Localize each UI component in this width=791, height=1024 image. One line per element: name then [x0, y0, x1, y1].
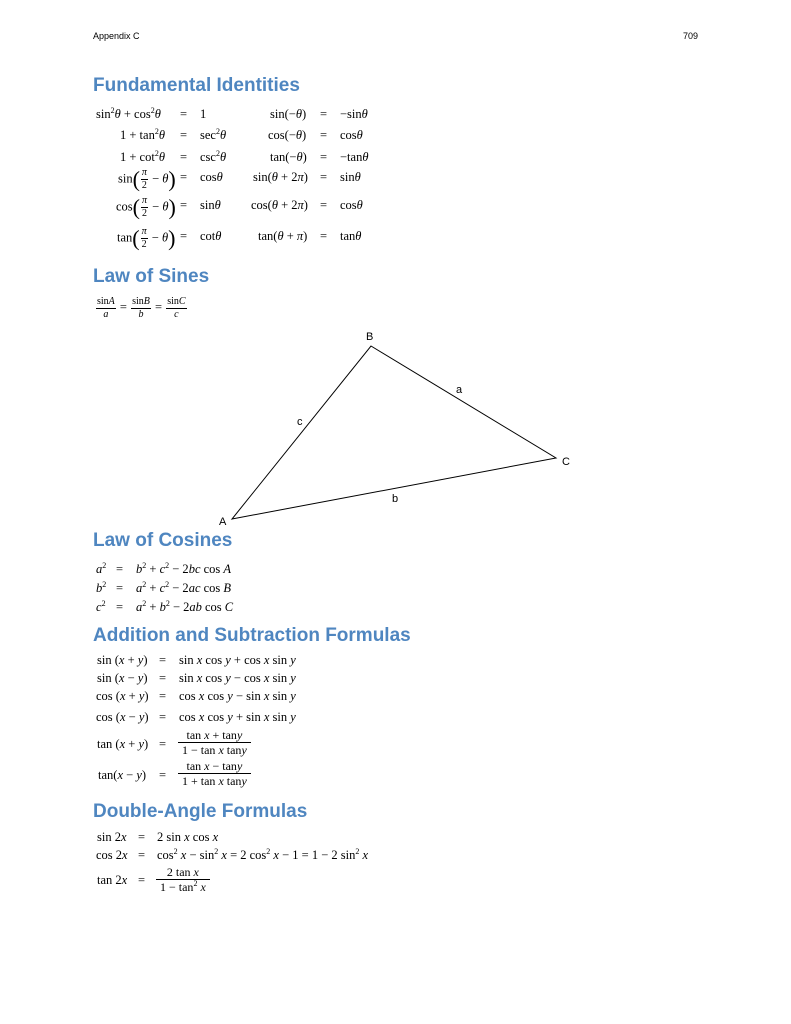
heading-law-of-sines: Law of Sines	[93, 266, 210, 287]
heading-double-angle: Double-Angle Formulas	[93, 801, 308, 822]
addition-row: tan(x − y) = $\frac{\text{tan x − tany}}{\text{1 + tan x tany}}$	[0, 765, 791, 785]
addition-row: sin (x + y) = sin x cos y + cos x sin y	[97, 653, 296, 667]
double-angle-row: cos 2x = $\cos^2 x - \sin^2 x = 2$ $\cos^2 x - 1 = 1 - 2$ $\sin^2 x$	[96, 847, 369, 862]
identity-row: $1 + \tan^2\theta$ = $\sec^2\theta$ cos(−θ) = cosθ	[120, 127, 363, 142]
addition-row: tan (x + y) = $\frac{\text{tan x + tany}}{\text{1 − tan x tany}}$	[0, 734, 791, 754]
heading-fundamental-identities: Fundamental Identities	[93, 75, 300, 96]
identity-row: cos( $\frac{\pi}{2}$ − θ) = sinθ cos(θ + 2π) = cosθ	[116, 194, 363, 220]
vertex-a-label: A	[219, 516, 227, 528]
addition-row: cos (x − y) = cos x cos y + sin x sin y	[96, 710, 296, 724]
side-b-label: b	[392, 493, 399, 505]
identity-row: $1 + \cot^2\theta$ = $\csc^2\theta$ tan(−θ) = −tanθ	[120, 149, 369, 164]
cosine-law-row: $a^2$ = $b^2 + c^2 - 2bc$ cos A	[96, 561, 232, 576]
cosine-law-row: $c^2$ = $a^2 + b^2 - 2ab$ cos C	[96, 599, 234, 614]
identity-row: sin( $\frac{\pi}{2}$ − θ) = cosθ sin(θ + 2π) = sinθ	[118, 166, 361, 192]
running-header-section: Appendix C	[93, 31, 140, 41]
vertex-c-label: C	[562, 456, 570, 468]
heading-addition-subtraction: Addition and Subtraction Formulas	[93, 625, 411, 646]
double-angle-row: sin 2x = 2 sin x cos x	[97, 830, 219, 844]
side-a-label: a	[456, 384, 463, 396]
addition-row: sin (x − y) = sin x cos y − cos x sin y	[97, 671, 296, 685]
page-number: 709	[683, 31, 699, 41]
double-angle-row: tan 2x = $\frac{\text{2 tan x}}{1 - \tan^2 x}$	[0, 870, 791, 890]
law-of-sines-formula: $\frac{\sin A}{a}$ = $\frac{\sin B}{b}$ = $\frac{\sin C}{c}$	[97, 295, 186, 320]
addition-row: cos (x + y) = cos x cos y − sin x sin y	[96, 689, 296, 703]
identity-row: $\sin^2\theta + \cos^2\theta$ = 1 sin(−θ) = −sinθ	[96, 106, 368, 121]
vertex-b-label: B	[366, 331, 374, 343]
side-c-label: c	[297, 416, 303, 428]
cosine-law-row: $b^2$ = $a^2 + c^2 - 2ac$ cos B	[96, 580, 232, 595]
identity-row: tan( $\frac{\pi}{2}$ − θ) = cotθ tan(θ + π) = tanθ	[117, 225, 362, 251]
heading-law-of-cosines: Law of Cosines	[93, 530, 233, 551]
